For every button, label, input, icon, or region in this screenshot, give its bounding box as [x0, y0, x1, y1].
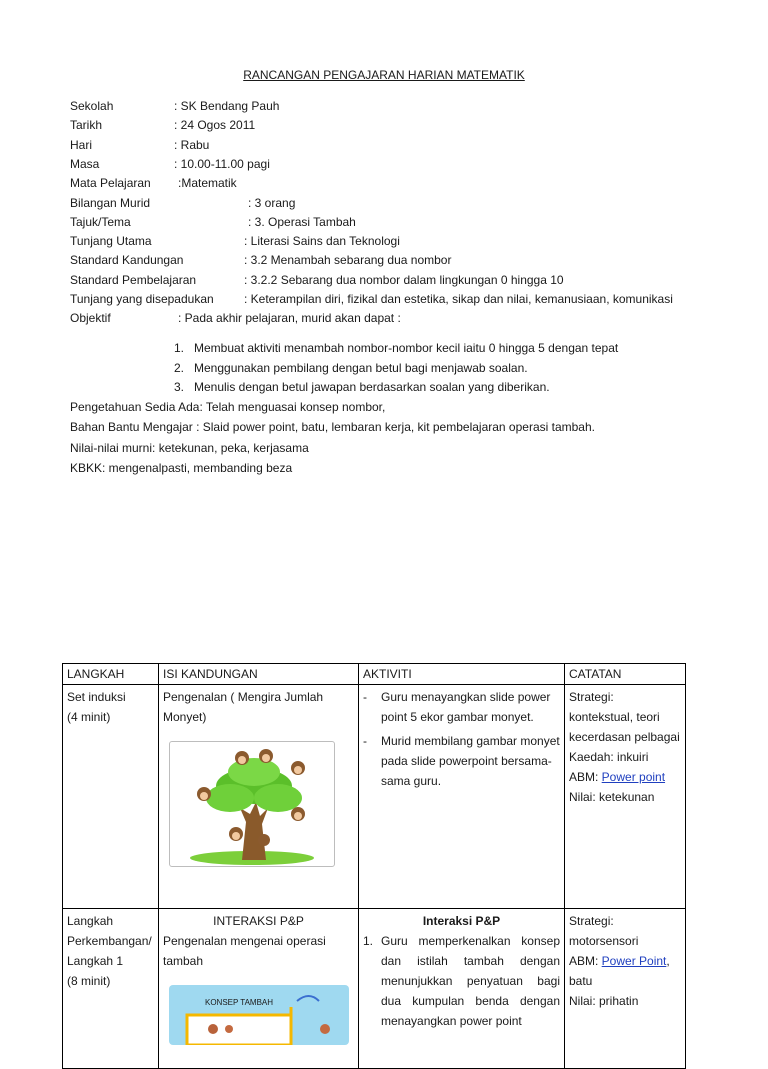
monkey-tree-illustration — [169, 741, 335, 867]
activity-item: 1. Guru memperkenalkan konsep dan istilah tambah dengan menunjukkan penyatuan bagi dua kumpulan benda dengan menayangkan power point — [363, 934, 560, 1028]
info-label: Sekolah — [70, 99, 114, 113]
objective-item: 2. Menggunakan pembilang dengan betul bagi menjawab soalan. — [174, 360, 528, 375]
info-label: Standard Pembelajaran — [70, 272, 197, 287]
info-label: Bilangan Murid — [70, 195, 151, 210]
info-value: : SK Bendang Pauh — [174, 99, 280, 113]
cell-catatan: Strategi: motorsensori ABM: Power Point, batu Nilai: prihatin — [565, 909, 686, 1069]
info-value: : Pada akhir pelajaran, murid akan dapat : — [178, 311, 401, 326]
konsep-tambah-slide — [169, 985, 349, 1045]
info-value: : 10.00-11.00 pagi — [174, 156, 270, 171]
cell-langkah: Langkah Perkembangan/ Langkah 1 (8 minit) — [63, 909, 159, 1069]
info-value: : Keterampilan diri, fizikal dan estetika, sikap dan nilai, kemanusiaan, komunikasi — [244, 292, 673, 306]
info-value: : Literasi Sains dan Teknologi — [244, 234, 400, 249]
info-label: Hari — [70, 137, 93, 152]
extra-line: KBKK: mengenalpasti, membanding beza — [70, 460, 293, 475]
extra-line: Pengetahuan Sedia Ada: Telah menguasai konsep nombor, — [70, 400, 386, 414]
power-point-link[interactable]: Power point — [601, 770, 666, 784]
document-title: RANCANGAN PENGAJARAN HARIAN MATEMATIK — [243, 68, 525, 82]
objective-item: 3. Menulis dengan betul jawapan berdasarkan soalan yang diberikan. — [174, 380, 550, 394]
langkah-name: Set induksi — [67, 690, 126, 704]
info-value: : 3.2 Menambah sebarang dua nombor — [244, 253, 452, 268]
aktiviti-heading: Interaksi P&P — [422, 914, 501, 928]
objective-item: 1. Membuat aktiviti menambah nombor-nombor kecil iaitu 0 hingga 5 dengan tepat — [174, 341, 619, 355]
info-label: Tunjang Utama — [70, 234, 152, 249]
power-point-link[interactable]: Power Point — [601, 954, 667, 968]
lesson-plan-table — [62, 663, 686, 1069]
info-label: Tarikh — [70, 118, 103, 133]
info-label: Mata Pelajaran — [70, 176, 151, 191]
info-label: Standard Kandungan — [70, 253, 184, 268]
info-value: : 3.2.2 Sebarang dua nombor dalam lingkungan 0 hingga 10 — [244, 272, 564, 287]
isi-title: Pengenalan ( Mengira Jumlah Monyet) — [163, 690, 324, 724]
info-label: Objektif — [70, 311, 111, 326]
activity-item: - Murid membilang gambar monyet pada slide powerpoint bersama-sama guru. — [363, 734, 560, 788]
activity-item: - Guru menayangkan slide power point 5 ekor gambar monyet. — [363, 690, 551, 724]
info-value: : 3. Operasi Tambah — [248, 214, 356, 229]
cell-langkah — [63, 685, 159, 909]
info-value: : Rabu — [174, 137, 210, 152]
header-aktiviti: AKTIVITI — [359, 664, 565, 685]
cell-aktiviti — [359, 909, 565, 1069]
cell-catatan: Strategi: kontekstual, teori kecerdasan pelbagai Kaedah: inkuiri ABM: Power point Nilai: ketekunan — [565, 685, 686, 909]
langkah-duration: (4 minit) — [67, 710, 111, 724]
slide-caption: KONSEP TAMBAH — [205, 998, 274, 1007]
cell-isi-kandungan: INTERAKSI P&P Pengenalan mengenai operasi tambah KONSEP TAMBAH — [159, 909, 359, 1069]
extra-line: Nilai-nilai murni: ketekunan, peka, kerjasama — [70, 440, 309, 455]
table-row — [63, 685, 686, 909]
info-value: : 3 orang — [248, 195, 296, 210]
header-catatan: CATATAN — [565, 664, 686, 685]
info-label: Masa — [70, 156, 100, 171]
info-label: Tunjang yang disepadukan — [70, 292, 214, 306]
info-value: : 24 Ogos 2011 — [174, 118, 256, 133]
cell-isi-kandungan — [159, 685, 359, 909]
isi-heading: INTERAKSI P&P — [213, 914, 304, 928]
cell-aktiviti — [359, 685, 565, 909]
extra-line: Bahan Bantu Mengajar : Slaid power point, batu, lembaran kerja, kit pembelajaran operasi tambah. — [70, 420, 595, 435]
header-langkah: LANGKAH — [63, 664, 159, 685]
info-value: :Matematik — [178, 176, 237, 191]
info-label: Tajuk/Tema — [70, 214, 131, 229]
header-isi-kandungan: ISI KANDUNGAN — [159, 664, 359, 685]
table-row — [63, 909, 686, 1069]
table-header-row — [63, 664, 686, 685]
